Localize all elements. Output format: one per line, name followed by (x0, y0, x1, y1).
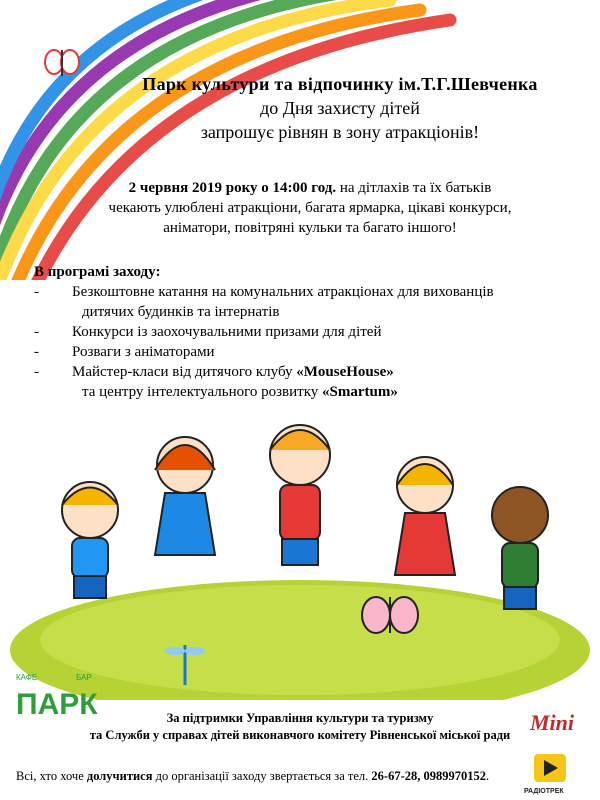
svg-text:БАР: БАР (76, 673, 92, 682)
mini-logo (522, 700, 588, 740)
svg-text:ПАРК: ПАРК (16, 688, 98, 721)
kid-figure (62, 482, 118, 598)
program-heading: В програмі заходу: (34, 264, 161, 280)
support-text: За підтримки Управління культури та туризму та Служби у справах дітей виконавчого комітету Рівненської міської ради (89, 711, 511, 742)
svg-text:Mini: Mini (530, 710, 575, 735)
invite-line: запрошує рівнян в зону атракціонів! (200, 122, 480, 142)
radio-trek-logo (522, 752, 578, 796)
event-date: 2 червня 2019 року о 14:00 год. (128, 180, 337, 196)
butterfly-icon (45, 50, 79, 76)
club-name: «MouseHouse» (296, 364, 394, 380)
contact-line: Всі, хто хоче долучитися до організації заходу звертається за тел. 26-67-28, 0989970152. (16, 769, 490, 783)
svg-text:РАДІОТРЕК: РАДІОТРЕК (524, 788, 564, 795)
intro-line3: аніматори, повітряні кульки та багато іншого! (163, 220, 457, 236)
kid-figure (395, 457, 455, 575)
kid-figure (492, 487, 548, 609)
butterfly-icon (362, 597, 418, 633)
event-title (80, 72, 600, 144)
phone-numbers: 26-67-28, 0989970152 (371, 769, 486, 783)
list-item: - Майстер-класи від дитячого клубу «MouseHouse» та центру інтелектуального розвитку «Smartum» (34, 364, 398, 400)
event-intro (30, 178, 590, 238)
center-name: «Smartum» (322, 384, 398, 400)
program-list (34, 282, 594, 402)
kid-figure (270, 425, 330, 565)
intro-line2: чекають улюблені атракціони, багата ярмарка, цікаві конкурси, (108, 200, 512, 216)
intro-line1: на дітлахів та їх батьків (336, 180, 492, 196)
svg-text:КАФЕ: КАФЕ (16, 673, 38, 682)
kids-illustration (0, 410, 600, 700)
program-section (34, 262, 594, 402)
list-item: - Безкоштовне катання на комунальних атракціонах для вихованців дитячих будинків та інтернатів (34, 284, 494, 320)
holiday-line: до Дня захисту дітей (260, 98, 420, 118)
park-name: Парк культури та відпочинку ім.Т.Г.Шевченка (142, 74, 538, 94)
kid-figure (155, 437, 215, 555)
list-item: - Конкурси із заохочувальними призами для дітей (34, 324, 382, 340)
list-item: - Розваги з аніматорами (34, 344, 215, 360)
